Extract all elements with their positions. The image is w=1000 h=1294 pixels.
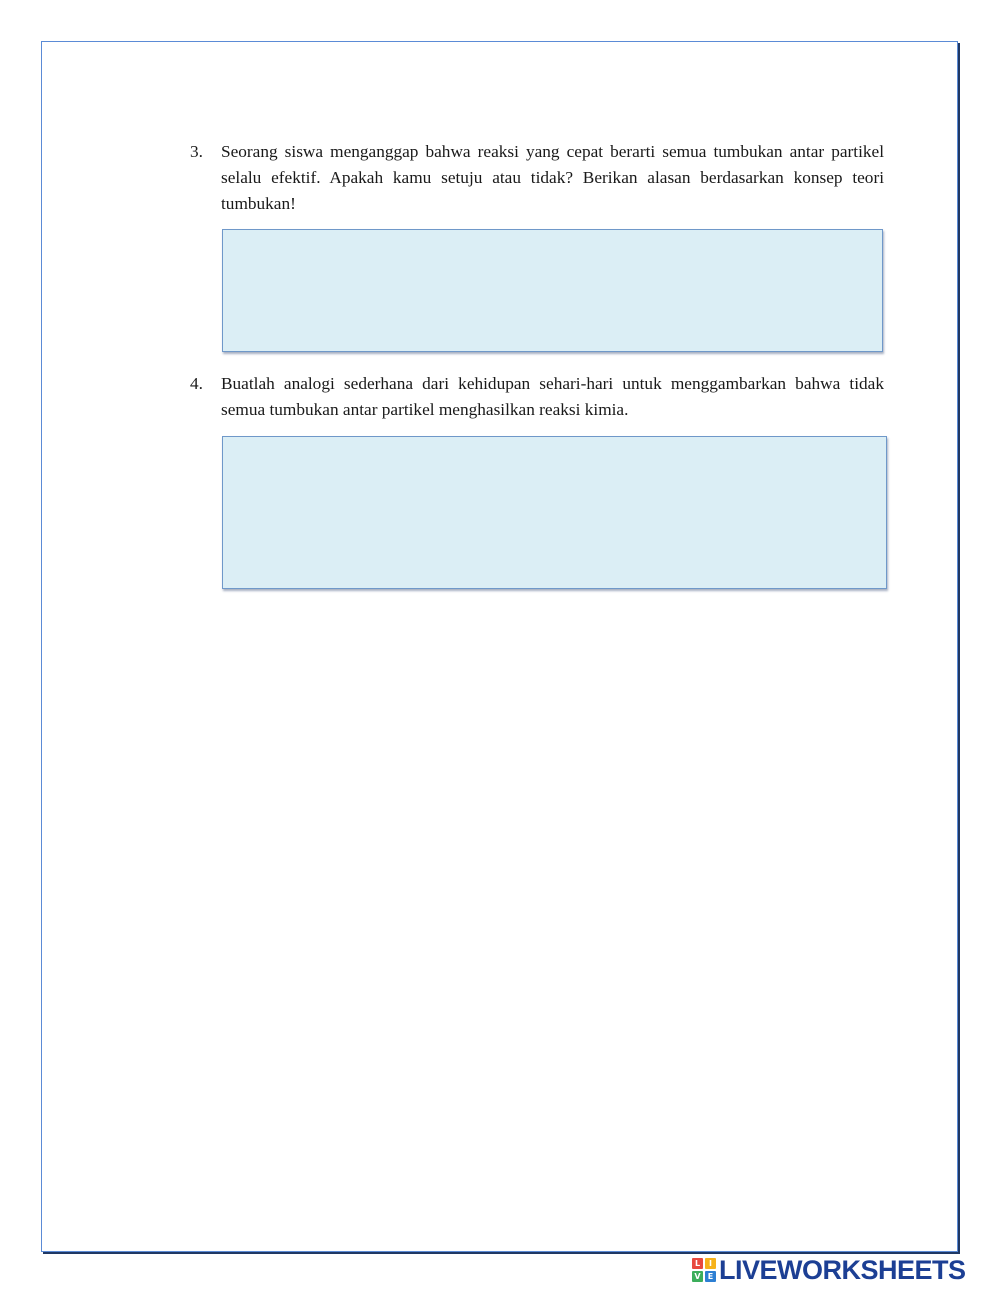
logo-letter-v: V [692, 1271, 703, 1282]
logo-letter-l: L [692, 1258, 703, 1269]
logo-letter-i: I [705, 1258, 716, 1269]
logo-letter-e: E [705, 1271, 716, 1282]
liveworksheets-logo-icon [692, 1258, 716, 1282]
liveworksheets-brand[interactable] [692, 1255, 966, 1285]
question-text: Buatlah analogi sederhana dari kehidupan sehari-hari untuk menggambarkan bahwa tidak semua tumbukan antar partikel menghasilkan reaksi kimia. [221, 374, 884, 419]
answer-box-4[interactable] [222, 436, 887, 589]
brand-wordmark: LIVEWORKSHEETS [719, 1255, 966, 1285]
question-number: 3. [190, 142, 203, 161]
answer-box-3[interactable] [222, 229, 883, 352]
question-4 [190, 371, 884, 423]
worksheet-page [41, 41, 958, 1252]
question-number: 4. [190, 374, 203, 393]
question-text: Seorang siswa menganggap bahwa reaksi yang cepat berarti semua tumbukan antar partikel selalu efektif. Apakah kamu setuju atau tidak? Berikan alasan berdasarkan konsep teori tumbukan! [221, 142, 884, 213]
question-3 [190, 139, 884, 217]
